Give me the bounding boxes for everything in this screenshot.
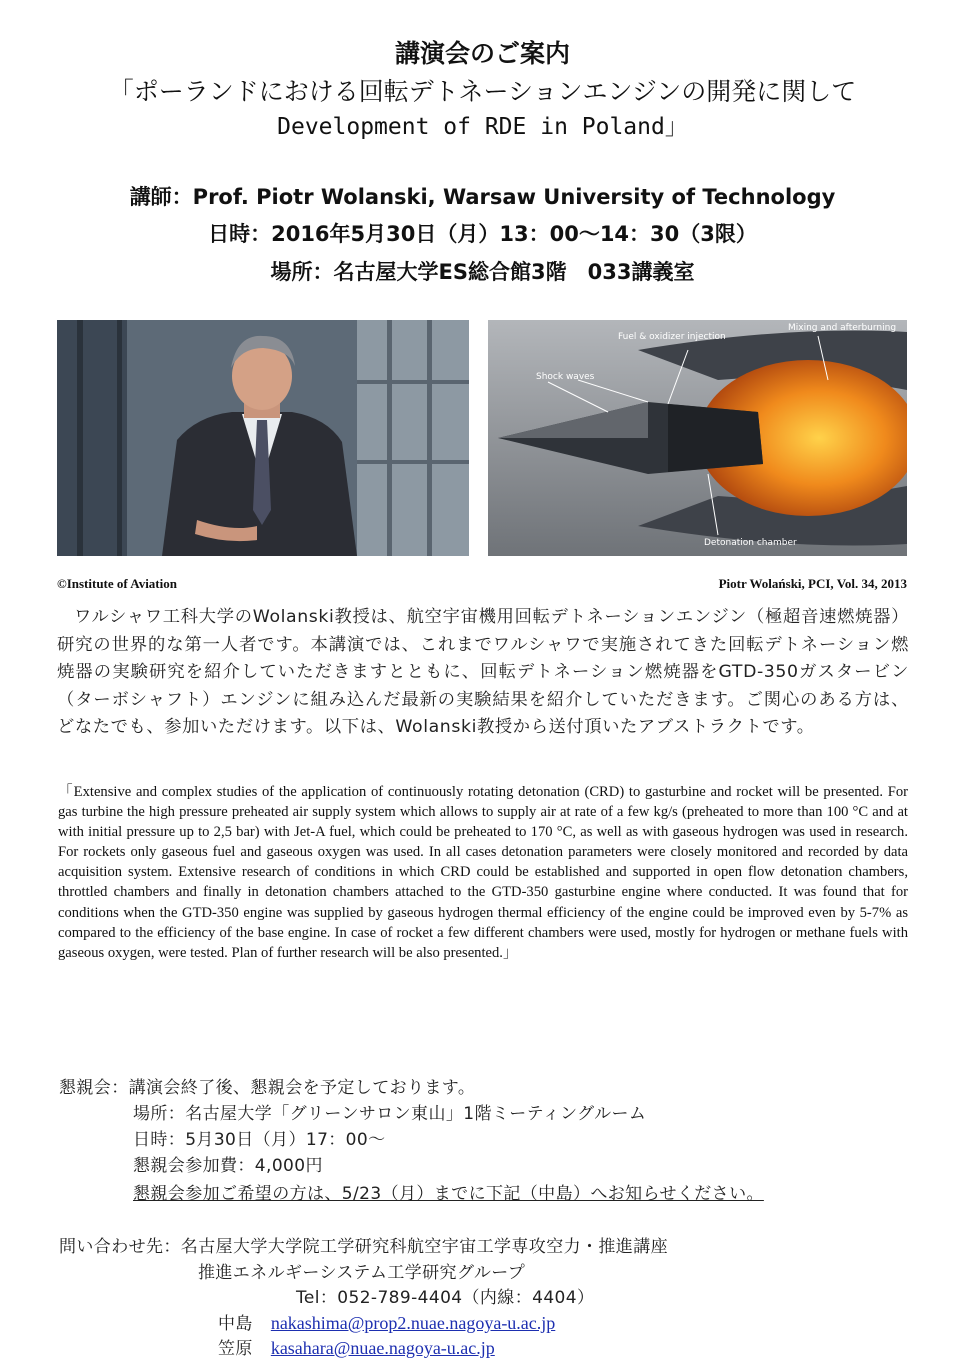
- contact-name: 笠原: [218, 1339, 253, 1359]
- datetime-line: 日時：2016年5月30日（月）13：00～14：30（3限）: [208, 222, 757, 246]
- venue-line: 場所：名古屋大学ES総合館3階 033講義室: [270, 260, 695, 284]
- contact-person: [218, 1334, 495, 1359]
- reception-heading: 懇親会：講演会終了後、懇親会を予定しております。: [59, 1078, 476, 1098]
- engine-diagram: [488, 320, 907, 556]
- reception-rsvp-note: 懇親会参加ご希望の方は、5/23（月）までに下記（中島）へお知らせください。: [133, 1184, 764, 1204]
- photo-credit: ©Institute of Aviation: [57, 576, 177, 591]
- label-mixing: Mixing and afterburning: [788, 323, 897, 333]
- speaker-photo-graphic: [57, 320, 469, 556]
- contact-group: 推進エネルギーシステム工学研究グループ: [198, 1263, 526, 1283]
- contact-name: 中島: [218, 1314, 253, 1334]
- lecture-title-ja: 「ポーランドにおける回転デトネーションエンジンの開発に関して: [108, 77, 857, 106]
- email-link[interactable]: nakashima@prop2.nuae.nagoya-u.ac.jp: [270, 1313, 556, 1333]
- lecture-title-en: Development of RDE in Poland」: [277, 114, 688, 140]
- label-detonation-chamber: Detonation chamber: [704, 538, 797, 548]
- label-fuel-injection: Fuel & oxidizer injection: [618, 332, 726, 342]
- speaker-photo: [57, 320, 469, 556]
- contact-person: [218, 1309, 555, 1334]
- page-title: 講演会のご案内: [394, 39, 570, 68]
- contact-heading: 問い合わせ先：名古屋大学大学院工学研究科航空宇宙工学専攻空力・推進講座: [59, 1237, 668, 1257]
- reception-fee: 懇親会参加費：4,000円: [133, 1156, 323, 1176]
- contact-tel: Tel：052-789-4404（内線：4404）: [296, 1288, 595, 1308]
- reception-time: 日時：5月30日（月）17：00～: [133, 1130, 386, 1150]
- engine-diagram-graphic: [488, 320, 907, 556]
- reception-place: 場所：名古屋大学「グリーンサロン東山」1階ミーティングルーム: [133, 1104, 647, 1124]
- abstract-paragraph: 「Extensive and complex studies of the application of continuously rotating detonation (CRD) to gasturbine and rocket will be presented. For gas turbine the high pressure preheated air supply system which allows to supply air at rate of a few kg/s (preheated to more than 100 °C and at with initial pressure up to 2,5 bar) with Jet-A fuel, which could be preheated to 170 °C, as well as with gaseous hydrogen was used in research. For rockets only gaseous fuel and gaseous oxygen was used. In all cases detonation parameters were closely monitored and recorded by data acquisition system. Extensive research of conditions in which CRD could be established and supported in open flow detonation chambers, throttled chambers and finally in detonation chambers attached to the GTD-350 gasturbine engine where conducted. It was found that for conditions when the GTD-350 engine was supplied by gaseous hydrogen thermal efficiency of the engine could be improved even by 5-7% as compared to the efficiency of the base engine. In case of rocket a few different chambers were used, mostly for hydrogen or methane fuels with gaseous oxygen, were tested. Plan of further research will be also presented.」: [58, 784, 908, 961]
- figure-citation: Piotr Wolański, PCI, Vol. 34, 2013: [718, 576, 907, 591]
- speaker-line: 講師：Prof. Piotr Wolanski, Warsaw University of Technology: [129, 185, 836, 209]
- email-link[interactable]: kasahara@nuae.nagoya-u.ac.jp: [270, 1338, 495, 1358]
- intro-paragraph: ワルシャワ工科大学のWolanski教授は、航空宇宙機用回転デトネーションエンジン（極超音速燃焼器）研究の世界的な第一人者です。本講演では、これまでワルシャワで実施されてきた回転デトネーション燃焼器の実験研究を紹介していただきますとともに、回転デトネーション燃焼器をGTD-350ガスタービン（ターボシャフト）エンジンに組み込んだ最新の実験結果を紹介していただきます。ご関心のある方は、どなたでも、参加いただけます。以下は、Wolanski教授から送付頂いたアブストラクトです。: [57, 607, 909, 737]
- label-shock-waves: Shock waves: [536, 372, 595, 382]
